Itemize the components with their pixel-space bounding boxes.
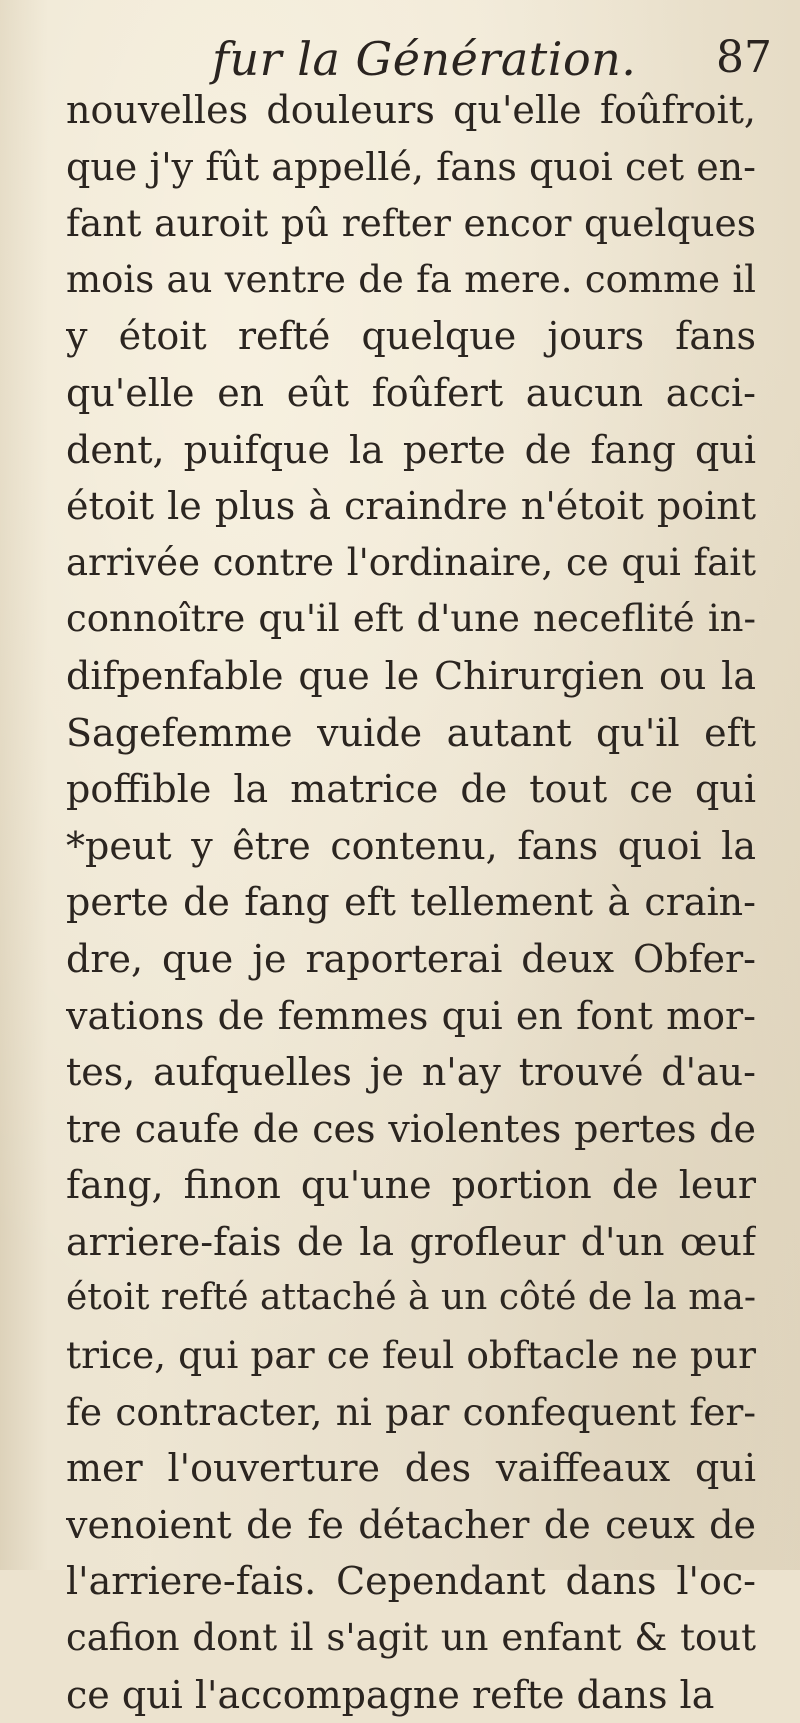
text-line: arriere-fais de la grofleur d'un œuf — [66, 1219, 756, 1264]
text-line: fant auroit pû refter encor quelques — [66, 201, 756, 246]
text-line: mer l'ouverture des vaiffeaux qui — [66, 1446, 756, 1491]
text-line: dent, puifque la perte de fang qui — [66, 427, 756, 472]
text-line: connoître qu'il eft d'une neceflité in- — [66, 597, 756, 641]
text-line: l'arriere-fais. Cependant dans l'oc- — [66, 1559, 756, 1604]
body-text — [66, 82, 756, 1723]
text-line: étoit le plus à craindre n'étoit point — [66, 484, 756, 529]
text-line: dre, que je raporterai deux Obfer- — [66, 936, 756, 981]
text-line: étoit refté attaché à un côté de la ma- — [66, 1277, 756, 1319]
text-line: difpenfable que le Chirurgien ou la — [66, 653, 756, 698]
text-line: ce qui l'accompagne refte dans la — [66, 1672, 715, 1717]
text-line: *peut y être contenu, fans quoi la — [66, 823, 756, 868]
text-line: nouvelles douleurs qu'elle foûfroit, — [66, 88, 756, 132]
page-number: 87 — [716, 32, 772, 83]
text-line: mois au ventre de fa mere. comme il — [66, 257, 756, 301]
text-line: que j'y fût appellé, fans quoi cet en- — [66, 144, 756, 189]
text-line: qu'elle en eût foûfert aucun acci- — [66, 370, 756, 415]
text-line: cafion dont il s'agit un enfant & tout — [66, 1616, 756, 1660]
text-line: y étoit refté quelque jours fans — [66, 314, 756, 359]
text-line: fang, finon qu'une portion de leur — [66, 1163, 756, 1208]
text-line: arrivée contre l'ordinaire, ce qui fait — [66, 540, 756, 584]
text-line: perte de fang eft tellement à crain- — [66, 880, 756, 925]
text-line: trice, qui par ce feul obftacle ne pur — [66, 1333, 756, 1378]
text-line: vations de femmes qui en font mor- — [66, 993, 756, 1038]
text-line: Sagefemme vuide autant qu'il eft — [66, 710, 756, 755]
text-line: fe contracter, ni par confequent fer- — [66, 1389, 756, 1434]
text-line: tre caufe de ces violentes pertes de — [66, 1106, 756, 1151]
running-title: fur la Génération. — [212, 32, 637, 86]
text-line: poffible la matrice de tout ce qui — [66, 767, 756, 812]
text-line: tes, aufquelles je n'ay trouvé d'au- — [66, 1050, 756, 1095]
text-line: venoient de fe détacher de ceux de — [66, 1502, 756, 1547]
